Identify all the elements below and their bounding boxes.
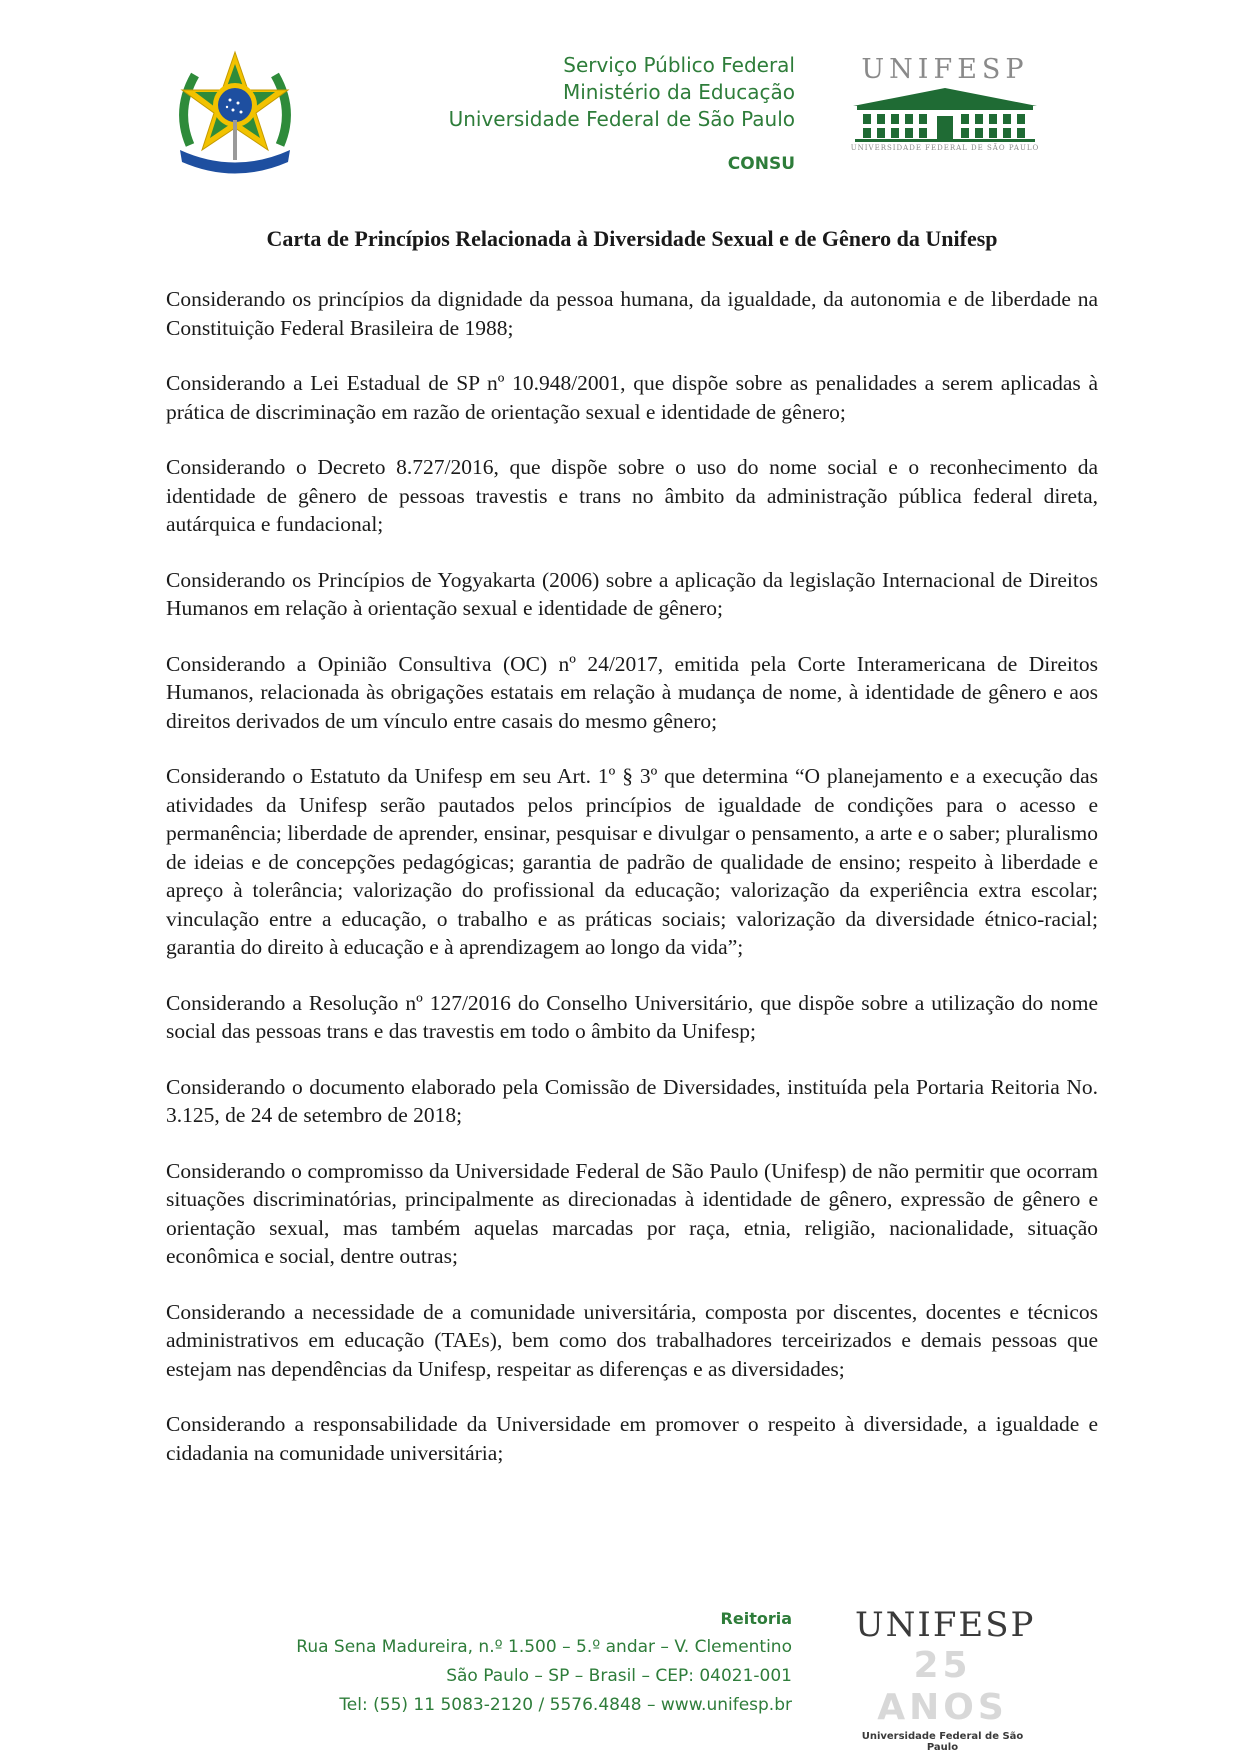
document-title: Carta de Princípios Relacionada à Diversidade Sexual e de Gênero da Unifesp (266, 226, 998, 251)
paragraph-2: Considerando a Lei Estadual de SP nº 10.948/2001, que dispõe sobre as penalidades a serem aplicadas à prática de discriminação em razão de orientação sexual e identidade de gênero; (166, 371, 1098, 424)
university-building-icon (853, 88, 1037, 142)
footer-logo-subtitle: Universidade Federal de São Paulo (861, 1731, 1024, 1753)
paragraph-10: Considerando a necessidade de a comunidade universitária, composta por discentes, docentes e técnicos administrativos em educação (TAEs), bem como dos trabalhadores terceirizados e demais pessoas que estejam nas dependências da Unifesp, respeitar as diferenças e as diversidades; (166, 1299, 1098, 1381)
unifesp-logo-subtitle: UNIVERSIDADE FEDERAL DE SÃO PAULO (850, 144, 1040, 152)
footer-address: Rua Sena Madureira, n.º 1.500 – 5.º andar – V. Clementino (296, 1637, 792, 1657)
unifesp-25-anos-logo (855, 1605, 1036, 1753)
footer-logo-word: UNIFESP (855, 1605, 1036, 1645)
footer-reitoria: Reitoria (720, 1609, 792, 1628)
unifesp-logo (845, 52, 1045, 182)
document-body (166, 285, 1098, 1494)
footer-logo-anos: 25 ANOS (877, 1645, 1008, 1728)
footer-phone-web: Tel: (55) 11 5083-2120 / 5576.4848 – www.unifesp.br (339, 1695, 792, 1715)
header-line-university: Universidade Federal de São Paulo (448, 107, 795, 131)
unifesp-logo-word: UNIFESP (861, 54, 1029, 85)
header-line-ministry: Ministério da Educação (562, 80, 795, 104)
header-consu: CONSU (727, 154, 795, 174)
paragraph-9: Considerando o compromisso da Universidade Federal de São Paulo (Unifesp) de não permitir que ocorram situações discriminatórias, principalmente as direcionadas à identidade de gênero, expressão de gênero e orientação sexual, mas também aquelas marcadas por raça, etnia, religião, nacionalidade, situação econômica e social, dentre outras; (166, 1158, 1098, 1268)
paragraph-3: Considerando o Decreto 8.727/2016, que dispõe sobre o uso do nome social e o reconhecimento da identidade de gênero de pessoas travestis e trans no âmbito da administração pública federal direta, autárquica e fundacional; (166, 455, 1098, 536)
brazil-coat-of-arms-icon (170, 50, 300, 175)
header-line-service: Serviço Público Federal (563, 53, 795, 77)
paragraph-4: Considerando os Princípios de Yogyakarta (2006) sobre a aplicação da legislação Internacional de Direitos Humanos em relação à orientação sexual e identidade de gênero; (166, 567, 1098, 620)
footer-city: São Paulo – SP – Brasil – CEP: 04021-001 (446, 1666, 792, 1686)
paragraph-7: Considerando a Resolução nº 127/2016 do Conselho Universitário, que dispõe sobre a utilização do nome social das pessoas trans e das travestis em todo o âmbito da Unifesp; (166, 990, 1098, 1043)
paragraph-8: Considerando o documento elaborado pela Comissão de Diversidades, instituída pela Portaria Reitoria No. 3.125, de 24 de setembro de 2018; (166, 1074, 1098, 1127)
paragraph-11: Considerando a responsabilidade da Universidade em promover o respeito à diversidade, a igualdade e cidadania na comunidade universitária; (166, 1412, 1098, 1465)
header-institution (449, 52, 795, 178)
paragraph-1: Considerando os princípios da dignidade da pessoa humana, da igualdade, da autonomia e de liberdade na Constituição Federal Brasileira de 1988; (166, 287, 1098, 340)
footer-contact (296, 1604, 792, 1720)
paragraph-5: Considerando a Opinião Consultiva (OC) nº 24/2017, emitida pela Corte Interamericana de Direitos Humanos, relacionada às obrigações estatais em relação à mudança de nome, à identidade de gênero e aos direitos derivados de um vínculo entre casais do mesmo gênero; (166, 651, 1098, 733)
paragraph-6: Considerando o Estatuto da Unifesp em seu Art. 1º § 3º que determina “O planejamento e a execução das atividades da Unifesp serão pautados pelos princípios de igualdade de condições para o acesso e permanência; liberdade de aprender, ensinar, pesquisar e divulgar o pensamento, a arte e o saber; pluralismo de ideias e de concepções pedagógicas; garantia de padrão de qualidade de ensino; respeito à liberdade e apreço à tolerância; valorização do profissional da educação; valorização da experiência extra escolar; vinculação entre a educação, o trabalho e as práticas sociais; valorização da diversidade étnico-racial; garantia do direito à educação e à aprendizagem ao longo da vida”; (166, 764, 1098, 959)
